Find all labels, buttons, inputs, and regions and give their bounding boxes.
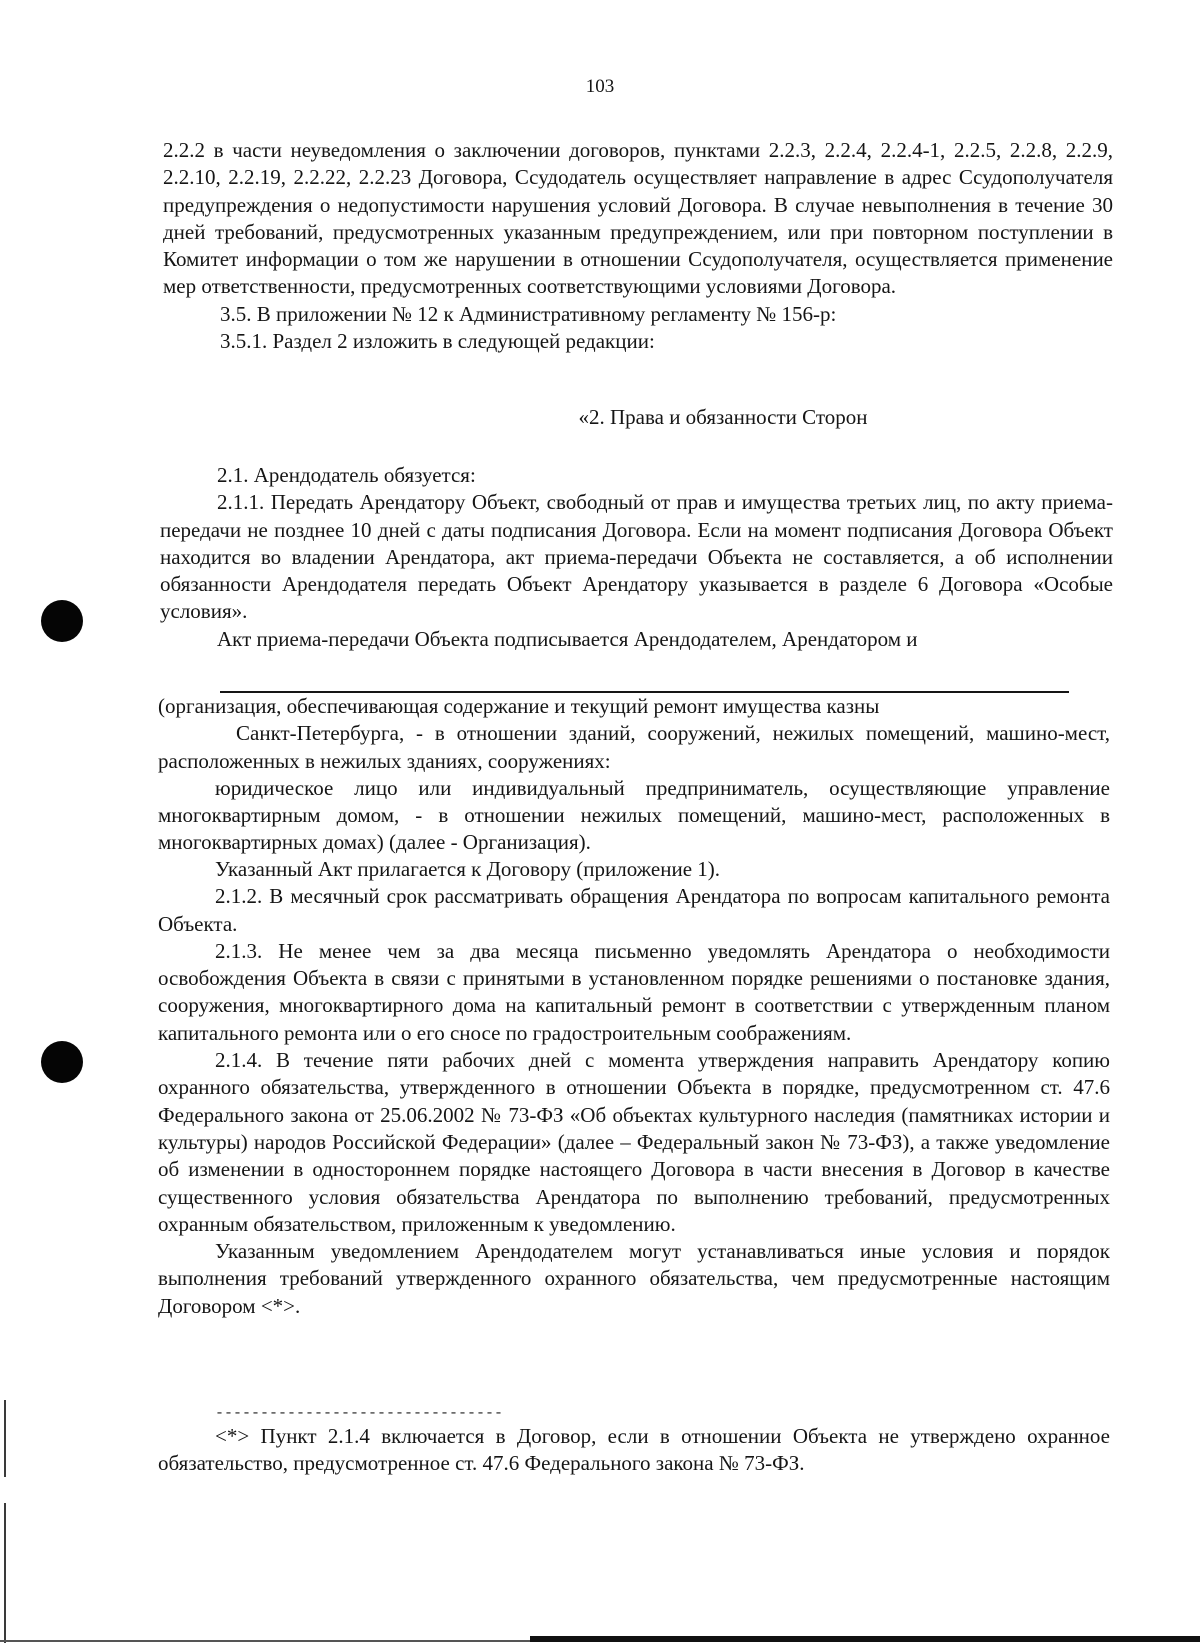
footnote: <*> Пункт 2.1.4 включается в Договор, если в отношении Объекта не утверждено охранное обязательство, предусмотренное ст. 47.6 Федерального закона № 73-ФЗ. <box>158 1424 1110 1476</box>
scan-bottom-edge <box>530 1636 1200 1642</box>
paragraph-2-1-4: 2.1.4. В течение пяти рабочих дней с момента утверждения направить Арендатору копию охранного обязательства, утвержденного в отношении Объекта в порядке, предусмотренном ст. 47.6 Федерального закона от 25.06.2002 № 73-ФЗ «Об объектах культурного наследия (памятниках истории и культуры) народов Российской Федерации» (далее – Федеральный закон № 73-ФЗ), а также уведомление об изменении в одностороннем порядке настоящего Договора в части внесения в Договор в качестве существенного условия обязательства Арендатора по выполнению требований, предусмотренных охранным обязательством, приложенным к уведомлению. <box>158 1048 1110 1236</box>
footnote-separator: -------------------------------- <box>215 1405 504 1422</box>
section-heading: «2. Права и обязанности Сторон <box>578 405 868 429</box>
paragraph-organization-note: (организация, обеспечивающая содержание и текущий ремонт имущества казны <box>158 694 880 718</box>
paragraph-act-signed: Акт приема-передачи Объекта подписывается Арендодателем, Арендатором и <box>217 626 918 651</box>
section-heading-wrap <box>163 404 1113 431</box>
intro-block <box>163 137 1113 355</box>
organization-note-block <box>158 693 1110 857</box>
paragraph-3-5-1: 3.5.1. Раздел 2 изложить в следующей редакции: <box>220 329 655 354</box>
paragraph-2-1-2: 2.1.2. В месячный срок рассматривать обращения Арендатора по вопросам капитального ремонта Объекта. <box>158 884 1110 936</box>
footnote-block <box>158 1423 1110 1478</box>
scan-margin-line <box>4 1400 6 1477</box>
scan-margin-line <box>4 1503 6 1643</box>
section-2-1-block <box>160 462 1113 653</box>
paragraph-2-2-2-continuation: 2.2.2 в части неуведомления о заключении договоров, пунктами 2.2.3, 2.2.4, 2.2.4-1, 2.2.5, 2.2.8, 2.2.9, 2.2.10, 2.2.19, 2.2.22, 2.2.23 Договора, Ссудодатель осуществляет направление в адрес Ссудополучателя предупреждения о недопустимости нарушения условий Договора. В случае невыполнения в течение 30 дней требований, предусмотренных указанным предупреждением, или при повторном поступлении в Комитет информации о том же нарушении в отношении Ссудополучателя, осуществляется применение мер ответственности, предусмотренных соответствующими условиями Договора. <box>163 138 1113 299</box>
punch-hole <box>41 1041 83 1083</box>
paragraph-act-attached: Указанный Акт прилагается к Договору (приложение 1). <box>215 857 721 881</box>
paragraph-2-1: 2.1. Арендодатель обязуется: <box>217 463 476 487</box>
page-number: 103 <box>585 76 615 97</box>
punch-hole <box>41 600 83 642</box>
paragraph-spb: Санкт-Петербурга, - в отношении зданий, сооружений, нежилых помещений, машино-мест, расположенных в нежилых зданиях, сооружениях: <box>158 721 1110 773</box>
paragraph-notice-terms: Указанным уведомлением Арендодателем могут устанавливаться иные условия и порядок выполнения требований утвержденного охранного обязательства, чем предусмотренные настоящим Договором <*>. <box>158 1239 1110 1318</box>
section-2-1-2-block <box>158 856 1110 1320</box>
paragraph-3-5: 3.5. В приложении № 12 к Административному регламенту № 156-р: <box>220 301 837 326</box>
paragraph-2-1-1: 2.1.1. Передать Арендатору Объект, свободный от прав и имущества третьих лиц, по акту приема-передачи не позднее 10 дней с даты подписания Договора. Если на момент подписания Договора Объект находится во владении Арендатора, акт приема-передачи Объекта не составляется, а об исполнении обязанности Арендодателя передать Объект Арендатору указывается в разделе 6 Договора «Особые условия». <box>160 490 1113 624</box>
paragraph-2-1-3: 2.1.3. Не менее чем за два месяца письменно уведомлять Арендатора о необходимости освобождения Объекта в связи с принятыми в установленном порядке решениями о постановке здания, сооружения, многоквартирного дома на капитальный ремонт в соответствии с утвержденным планом капитального ремонта или о его сносе по градостроительным соображениям. <box>158 938 1110 1045</box>
paragraph-legal-entity: юридическое лицо или индивидуальный предприниматель, осуществляющие управление многоквартирным домом, - в отношении нежилых помещений, машино-мест, расположенных в многоквартирных домах) (далее - Организация). <box>158 775 1110 855</box>
